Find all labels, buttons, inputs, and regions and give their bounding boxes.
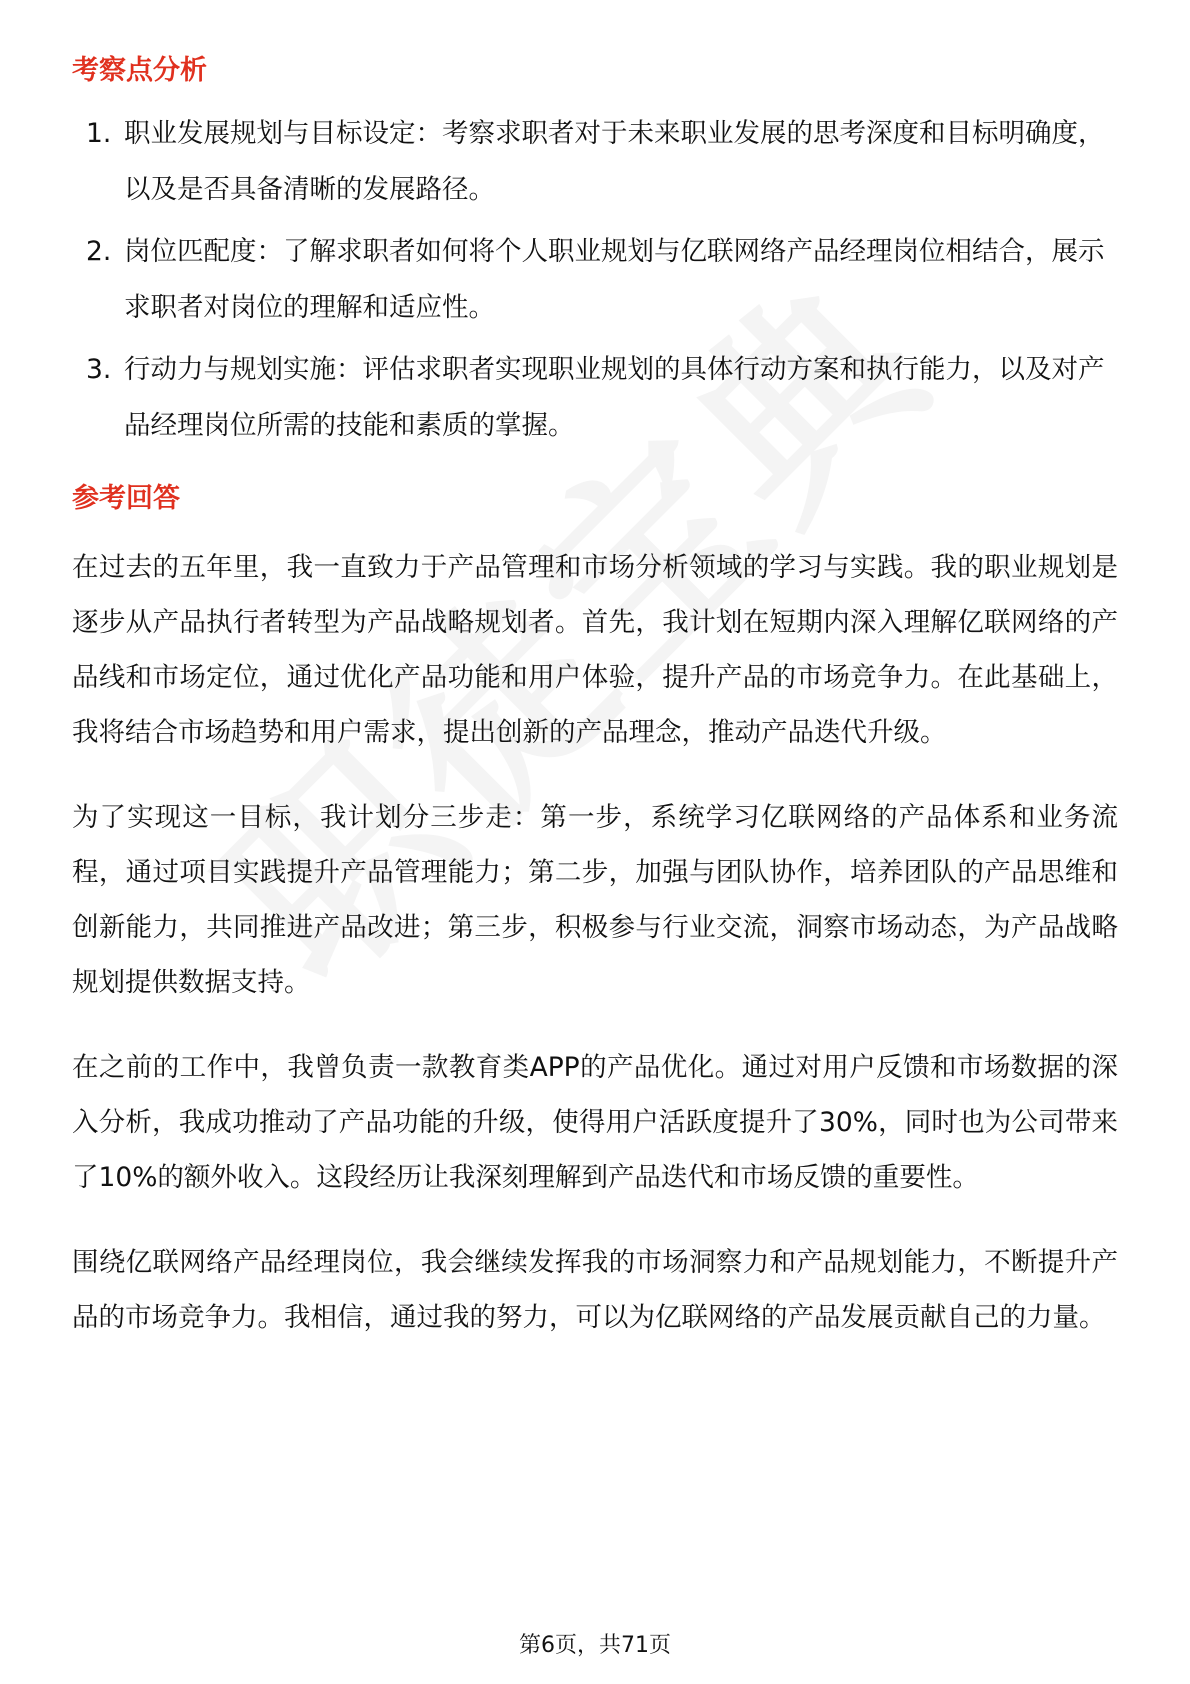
analysis-point-text: 行动力与规划实施：评估求职者实现职业规划的具体行动方案和执行能力，以及对产品经理岗位所需的技能和素质的掌握。 (124, 354, 1105, 441)
analysis-point (72, 342, 1118, 454)
analysis-section-title: 考察点分析 (72, 55, 207, 86)
analysis-points-list (72, 106, 1118, 454)
answer-section-title: 参考回答 (72, 483, 180, 514)
analysis-point (72, 224, 1118, 336)
analysis-point-number: 1. (86, 118, 112, 149)
answer-paragraph: 在之前的工作中，我曾负责一款教育类APP的产品优化。通过对用户反馈和市场数据的深入分析，我成功推动了产品功能的升级，使得用户活跃度提升了30%，同时也为公司带来了10%的额外收入。这段经历让我深刻理解到产品迭代和市场反馈的重要性。 (72, 1052, 1118, 1193)
analysis-point-text: 岗位匹配度：了解求职者如何将个人职业规划与亿联网络产品经理岗位相结合，展示求职者对岗位的理解和适应性。 (124, 236, 1105, 323)
answer-paragraph: 在过去的五年里，我一直致力于产品管理和市场分析领域的学习与实践。我的职业规划是逐步从产品执行者转型为产品战略规划者。首先，我计划在短期内深入理解亿联网络的产品线和市场定位，通过优化产品功能和用户体验，提升产品的市场竞争力。在此基础上，我将结合市场趋势和用户需求，提出创新的产品理念，推动产品迭代升级。 (72, 552, 1118, 748)
page-content (72, 48, 1118, 1375)
analysis-point (72, 106, 1118, 218)
answer-paragraph: 围绕亿联网络产品经理岗位，我会继续发挥我的市场洞察力和产品规划能力，不断提升产品的市场竞争力。我相信，通过我的努力，可以为亿联网络的产品发展贡献自己的力量。 (72, 1247, 1118, 1333)
analysis-point-number: 3. (86, 354, 112, 385)
analysis-point-number: 2. (86, 236, 112, 267)
answer-body (72, 540, 1118, 1345)
page-number: 第6页，共71页 (519, 1633, 671, 1658)
analysis-point-text: 职业发展规划与目标设定：考察求职者对于未来职业发展的思考深度和目标明确度，以及是否具备清晰的发展路径。 (124, 118, 1105, 205)
answer-paragraph: 为了实现这一目标，我计划分三步走：第一步，系统学习亿联网络的产品体系和业务流程，通过项目实践提升产品管理能力；第二步，加强与团队协作，培养团队的产品思维和创新能力，共同推进产品改进；第三步，积极参与行业交流，洞察市场动态，为产品战略规划提供数据支持。 (72, 802, 1118, 998)
